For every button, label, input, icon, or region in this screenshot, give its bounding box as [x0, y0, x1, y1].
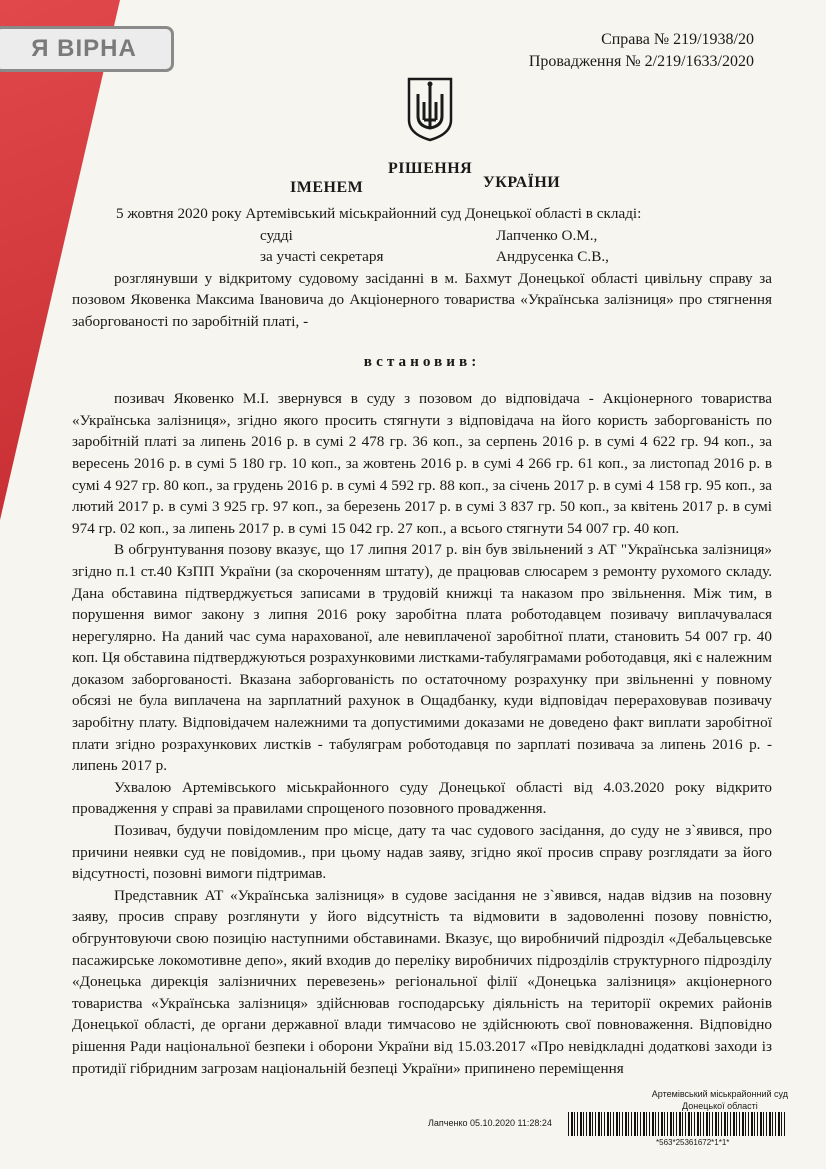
- court-stamp: [652, 1088, 788, 1112]
- document-footer: [400, 1088, 800, 1150]
- paragraph-4: Позивач, будучи повідомленим про місце, дату та час судового засідання, до суду не з`явився, про причини неявки суд не повідомив., при цьому надав заяву, згідно якої просив справу розглядати за його відсутності, позовні вимоги підтримав.: [72, 822, 772, 883]
- paragraph-1: позивач Яковенко М.І. звернувся в суду з позовом до відповідача - Акціонерного товариства «Українська залізниця», згідно якого просить стягнути з відповідача на його користь заборгованість по заробітній платі за липень 2016 р. в сумі 2 478 гр. 36 коп., за серпень 2016 р. в сумі 4 622 гр. 94 коп., за вересень 2016 р. в сумі 5 180 гр. 10 коп., за жовтень 2016 р. в сумі 4 266 гр. 61 коп., за листопад 2016 р. в сумі 4 927 гр. 80 коп., за грудень 2016 р. в сумі 4 592 гр. 88 коп., за січень 2017 р. в сумі 4 158 гр. 95 коп., за лютий 2017 р. в сумі 3 925 гр. 97 коп., за березень 2017 р. в сумі 3 837 гр. 50 коп., за квітень 2017 р. в сумі 974 гр. 02 коп., за липень 2017 р. в сумі 15 042 гр. 27 коп., а всього стягнути 54 007 гр. 40 коп.: [72, 390, 772, 537]
- paragraph-2: В обгрунтування позову вказує, що 17 липня 2017 р. він був звільнений з АТ "Українська залізниця» згідно п.1 ст.40 КзПП України (за скороченням штату), де працював слюсарем з ремонту рухомого складу. Дана обставина підтверджується записами в трудовій книжці та наказом про звільнення. Між тим, в порушення вимог закону з липня 2016 року заробітна плата роботодавцем позивачу виплачувалася нерегулярно. На даний час сума нарахованої, але невиплаченої заробітної плати, становить 54 007 гр. 40 коп. Ця обставина підтверджуються розрахунковими листками-табуляграмами роботодавця, які є належним доказом заборгованості. Вказана заборгованість по остаточному розрахунку при звільненні у повному обсязі не була виплачена на зарплатний рахунок в Ощадбанку, куди відповідач перераховував позивачу заробітну плату. Відповідачем належними та допустимими доказами не доведено факт виплати заробітної плати згідно розрахункових листків - табуляграм роботодавця по зарплаті позивача за липень 2016 р. - липень 2017 р.: [72, 541, 772, 775]
- secretary-row: [72, 246, 772, 268]
- case-number: Справа № 219/1938/20: [601, 31, 754, 48]
- secretary-label: за участі секретаря: [260, 248, 384, 266]
- coat-of-arms-icon: [406, 76, 454, 142]
- paragraph-3: Ухвалою Артемівського міськрайонного суду Донецької області від 4.03.2020 року відкрито провадження у справі за правилами спрощеного позовного провадження.: [72, 778, 772, 818]
- judge-name: Лапченко О.М.,: [496, 226, 598, 244]
- judge-label: судді: [260, 226, 293, 244]
- judge-signature-stamp: Лапченко 05.10.2020 11:28:24: [428, 1118, 552, 1128]
- title-name: ІМЕНЕМ: [290, 179, 364, 196]
- barcode: [568, 1112, 786, 1136]
- decision-title: РІШЕННЯ: [388, 160, 473, 177]
- court-name: Артемівський міськрайонний суд: [651, 1089, 788, 1099]
- intro-paragraph: розглянувши у відкритому судовому засіданні в м. Бахмут Донецької області цивільну справу за позовом Яковенка Максима Івановича до Акціонерного товариства «Українська залізниця» про стягнення заборгованості по заробітній платі, -: [72, 269, 772, 330]
- title-country: УКРАЇНИ: [483, 174, 561, 191]
- barcode-text: *563*25361672*1*1*: [656, 1138, 730, 1147]
- proceeding-number: Провадження № 2/219/1633/2020: [528, 53, 754, 70]
- court-region: Донецької області: [682, 1101, 758, 1111]
- document-body: [72, 203, 772, 1079]
- established-heading: встановив:: [363, 352, 481, 370]
- judge-row: [72, 225, 772, 247]
- case-header: [529, 29, 754, 73]
- court-composition: 5 жовтня 2020 року Артемівський міськрайонний суд Донецької області в складі:: [116, 205, 642, 222]
- certified-copy-stamp: Я ВІРНА: [0, 26, 174, 72]
- paragraph-5: Представник АТ «Українська залізниця» в судове засідання не з`явився, надав відзив на позовну заяву, просив справу розглянути у його відсутність та відмовити в задоволенні позову повністю, обгрунтовуючи свою позицію наступними обставинами. Вказує, що виробничий підрозділ «Дебальцевське пасажирське локомотивне депо», який входив до переліку виробничих підрозділів структурного підрозділу «Донецька дирекція залізничних перевезень» регіональної філії «Донецька залізниця» акціонерного товариства «Українська залізниця» здійснював господарську діяльність на території окремих районів Донецької області, де органи державної влади тимчасово не здійснюють свої повноваження. Відповідно рішення Ради національної безпеки і оборони України від 15.03.2017 «Про невідкладні додаткові заходи із протидії гібридним загрозам національній безпеці України» припинено переміщення: [72, 886, 772, 1077]
- secretary-name: Андрусенка С.В.,: [496, 248, 609, 266]
